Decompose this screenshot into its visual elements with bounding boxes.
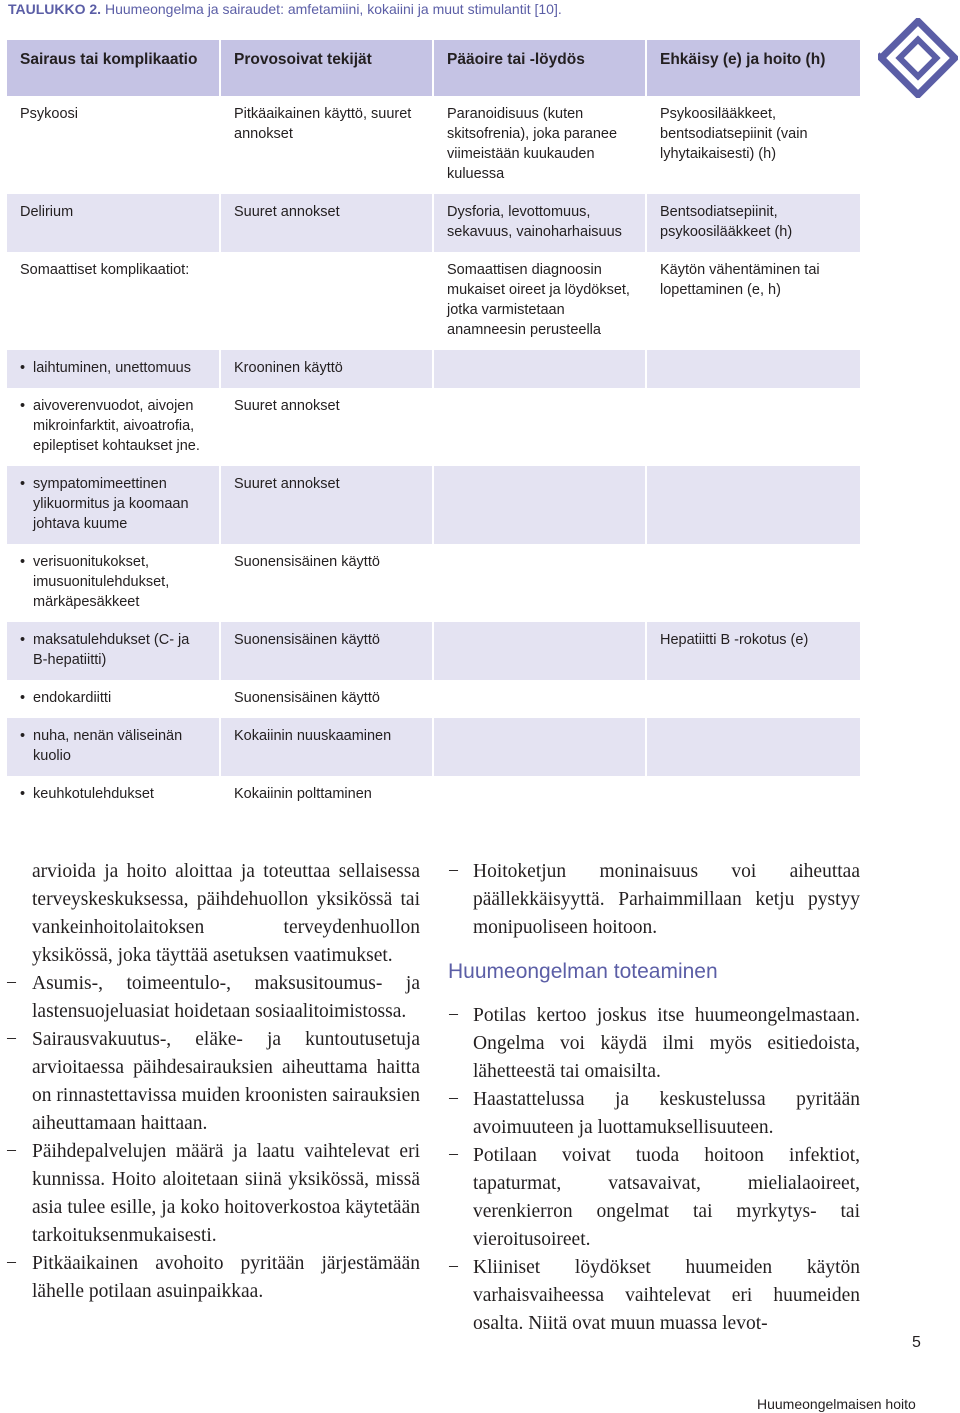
table-row	[7, 622, 860, 680]
cell-condition: • verisuonitukokset, imusuonitulehdukset, märkäpesäkkeet	[7, 544, 220, 622]
cell-condition: • aivoverenvuodot, aivojen mikroinfarktit, aivoatrofia, epileptiset kohtaukset jne.	[7, 388, 220, 466]
cell-treatment	[646, 776, 860, 814]
body-paragraph: arvioida ja hoito aloittaa ja toteuttaa sellaisessa terveyskeskuksessa, päihdehuollon yksikössä tai vankeinhoitolaitoksen terveydenhuollon yksikössä, joka täyttää asetuksen vaatimukset.	[32, 861, 420, 966]
cell-treatment: Bentsodiatsepiinit, psykoosilääkkeet (h)	[646, 194, 860, 252]
cell-treatment	[646, 388, 860, 466]
table-caption-label: TAULUKKO 2.	[8, 1, 102, 17]
cell-triggers: Suuret annokset	[220, 194, 433, 252]
header-symptom: Pääoire tai -löydös	[433, 40, 646, 96]
bullet-marker: •	[20, 690, 26, 706]
cell-triggers: Kokaiinin polttaminen	[220, 776, 433, 814]
section-heading: Huumeongelman toteaminen	[448, 960, 718, 983]
cell-symptom: Paranoidisuus (kuten skitsofrenia), joka paranee viimeistään kuukauden kuluessa	[433, 96, 646, 194]
dash-marker: −	[448, 861, 459, 882]
table-row	[7, 466, 860, 544]
body-left-column	[6, 858, 420, 1306]
cell-condition: • maksatulehdukset (C- ja B-hepatiitti)	[7, 622, 220, 680]
table-row	[7, 680, 860, 718]
cell-treatment: Hepatiitti B -rokotus (e)	[646, 622, 860, 680]
table-row	[7, 96, 860, 194]
dash-marker: −	[448, 1145, 459, 1166]
cell-treatment	[646, 680, 860, 718]
cell-symptom	[433, 776, 646, 814]
cell-treatment: Käytön vähentäminen tai lopettaminen (e, h)	[660, 262, 820, 298]
cell-treatment: Psykoosilääkkeet, bentsodiatsepiinit (vain lyhytaikaisesti) (h)	[660, 106, 808, 162]
bullet-marker: •	[20, 632, 26, 648]
list-item: − Pitkäaikainen avohoito pyritään järjestämään lähelle potilaan asuinpaikkaa.	[32, 1250, 420, 1306]
dash-marker: −	[6, 1141, 17, 1162]
table-row	[7, 252, 860, 350]
cell-symptom	[433, 680, 646, 718]
cell-triggers: Suuret annokset	[220, 388, 433, 466]
diamond-logo-icon	[878, 18, 958, 98]
bullet-marker: •	[20, 554, 26, 570]
header-treatment: Ehkäisy (e) ja hoito (h)	[646, 40, 860, 96]
cell-triggers	[220, 252, 433, 350]
table-row	[7, 350, 860, 388]
body-right-column	[448, 858, 860, 1338]
cell-symptom	[433, 466, 646, 544]
dash-marker: −	[448, 1089, 459, 1110]
cell-treatment	[646, 544, 860, 622]
cell-symptom	[433, 544, 646, 622]
cell-condition: • keuhkotulehdukset	[7, 776, 220, 814]
bullet-marker: •	[20, 476, 26, 492]
dash-marker: −	[6, 973, 17, 994]
bullet-marker: •	[20, 360, 26, 376]
cell-triggers: Suonensisäinen käyttö	[220, 680, 433, 718]
table-row	[7, 718, 860, 776]
list-item: − Haastattelussa ja keskustelussa pyritään avoimuuteen ja luottamuksellisuuteen.	[448, 1086, 860, 1142]
cell-treatment	[646, 718, 860, 776]
cell-symptom	[433, 718, 646, 776]
cell-symptom: Dysforia, levottomuus, sekavuus, vainoharhaisuus	[433, 194, 646, 252]
cell-condition: • sympatomimeettinen ylikuormitus ja koomaan johtava kuume	[7, 466, 220, 544]
cell-condition: Somaattiset komplikaatiot:	[7, 252, 220, 350]
page-footer: Huumeongelmaisen hoito	[757, 1396, 916, 1412]
list-item: − Potilas kertoo joskus itse huumeongelmastaan. Ongelma voi käydä ilmi myös esitiedoista, lähetteestä tai omaisilta.	[448, 1002, 860, 1086]
cell-condition: • laihtuminen, unettomuus	[7, 350, 220, 388]
page-number: 5	[912, 1334, 921, 1351]
cell-triggers: Krooninen käyttö	[220, 350, 433, 388]
bullet-marker: •	[20, 398, 26, 414]
dash-marker: −	[6, 1253, 17, 1274]
cell-condition: Psykoosi	[7, 96, 220, 194]
cell-treatment	[646, 466, 860, 544]
list-item: − Kliiniset löydökset huumeiden käytön varhaisvaiheessa vaihtelevat eri huumeiden osalta. Niitä ovat muun muassa levot-	[448, 1254, 860, 1338]
cell-symptom: Somaattisen diagnoosin mukaiset oireet ja löydökset, jotka varmistetaan anamneesin perusteella	[433, 252, 646, 350]
cell-triggers: Suonensisäinen käyttö	[220, 544, 433, 622]
cell-symptom	[433, 622, 646, 680]
cell-triggers: Kokaiinin nuuskaaminen	[220, 718, 433, 776]
table-caption	[8, 0, 562, 18]
table-row	[7, 194, 860, 252]
cell-triggers: Suonensisäinen käyttö	[220, 622, 433, 680]
header-condition: Sairaus tai komplikaatio	[7, 40, 220, 96]
cell-treatment	[646, 350, 860, 388]
list-item: − Asumis-, toimeentulo-, maksusitoumus- ja lastensuojeluasiat hoidetaan sosiaalitoimistossa.	[32, 970, 420, 1026]
dash-marker: −	[448, 1005, 459, 1026]
list-item: − Sairausvakuutus-, eläke- ja kuntoutusetuja arvioitaessa päihdesairauksien aiheuttama haitta on rinnastettavissa muiden kroonisten sairauksien aiheuttamaan haittaan.	[32, 1026, 420, 1138]
table-caption-text: Huumeongelma ja sairaudet: amfetamiini, kokaiini ja muut stimulantit [10].	[101, 1, 562, 17]
cell-condition: • endokardiitti	[7, 680, 220, 718]
cell-condition: • nuha, nenän väliseinän kuolio	[7, 718, 220, 776]
list-item: − Hoitoketjun moninaisuus voi aiheuttaa päällekkäisyyttä. Parhaimmillaan ketju pystyy monipuoliseen hoitoon.	[448, 858, 860, 942]
table-row	[7, 388, 860, 466]
bullet-marker: •	[20, 786, 26, 802]
cell-symptom	[433, 350, 646, 388]
header-triggers: Provosoivat tekijät	[220, 40, 433, 96]
dash-marker: −	[6, 1029, 17, 1050]
cell-symptom	[433, 388, 646, 466]
table-row	[7, 544, 860, 622]
cell-triggers: Pitkäaikainen käyttö, suuret annokset	[220, 96, 433, 194]
stimulant-disease-table	[7, 40, 860, 814]
dash-marker: −	[448, 1257, 459, 1278]
cell-condition: Delirium	[7, 194, 220, 252]
table-header-row	[7, 40, 860, 96]
cell-triggers: Suuret annokset	[220, 466, 433, 544]
bullet-marker: •	[20, 728, 26, 744]
list-item: − Päihdepalvelujen määrä ja laatu vaihtelevat eri kunnissa. Hoito aloitetaan siinä yksikössä, missä asia tulee esille, ja koko hoitoverkostoa käytetään tarkoituksenmukaisesti.	[32, 1138, 420, 1250]
table-row	[7, 776, 860, 814]
list-item: − Potilaan voivat tuoda hoitoon infektiot, tapaturmat, vatsavaivat, mielialaoireet, verenkierron ongelmat tai myrkytys- tai vieroitusoireet.	[448, 1142, 860, 1254]
